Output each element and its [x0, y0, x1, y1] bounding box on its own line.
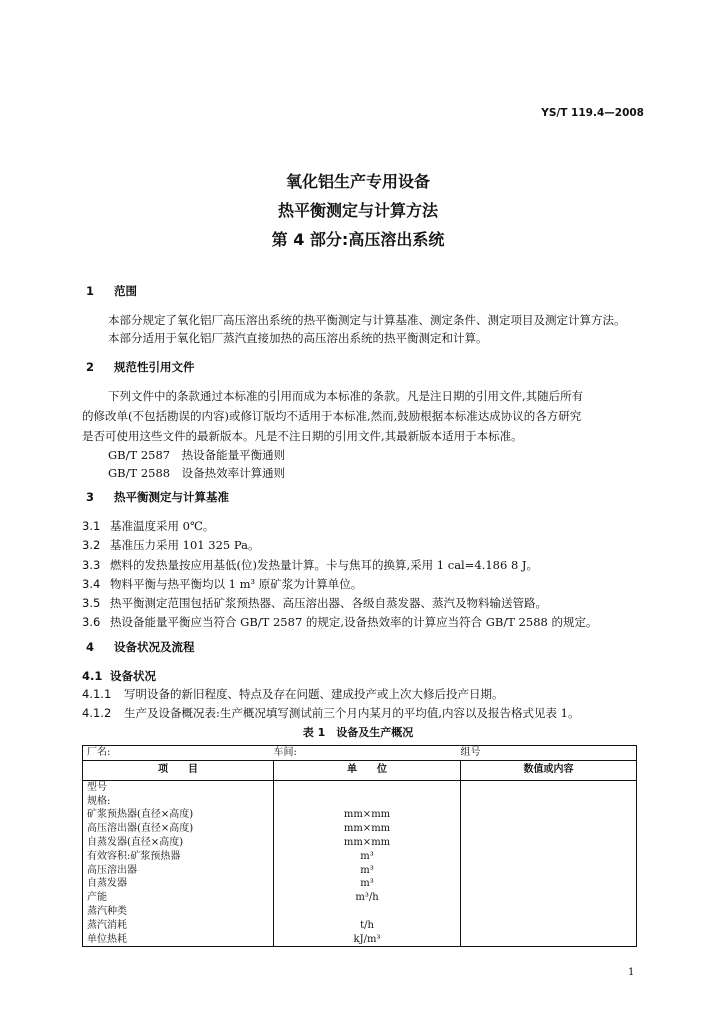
row-unit: mm×mm — [274, 808, 461, 822]
section-4-heading: 4 设备状况及流程 — [86, 640, 195, 654]
row-item: 自蒸发器 — [83, 877, 274, 891]
group-label: 组号 — [461, 746, 637, 761]
row-value — [461, 808, 637, 822]
row-value — [461, 891, 637, 905]
row-item: 蒸汽消耗 — [83, 919, 274, 933]
title-line-1: 氧化铝生产专用设备 — [285, 172, 430, 191]
row-value — [461, 905, 637, 919]
row-unit: kJ/m³ — [274, 933, 461, 947]
clause: 4.1.2 生产及设备概况表:生产概况填写测试前三个月内某月的平均值,内容以及报告格式见表 1。 — [82, 706, 580, 720]
row-unit: m³ — [274, 850, 461, 864]
column-header-value: 数值或内容 — [461, 760, 637, 780]
paragraph: 下列文件中的条款通过本标准的引用而成为本标准的条款。凡是注日期的引用文件,其随后所有 — [108, 389, 584, 403]
column-header-unit: 单 位 — [274, 760, 461, 780]
row-item: 蒸汽种类 — [83, 905, 274, 919]
table-row — [83, 919, 637, 933]
column-header-item: 项 目 — [83, 760, 274, 780]
clause: 4.1.1 写明设备的新旧程度、特点及存在问题、建成投产或上次大修后投产日期。 — [82, 687, 504, 701]
row-item: 产能 — [83, 891, 274, 905]
table-row — [83, 905, 637, 919]
row-unit — [274, 795, 461, 809]
table-row — [83, 795, 637, 809]
row-item: 规格: — [83, 795, 274, 809]
row-item: 矿浆预热器(直径×高度) — [83, 808, 274, 822]
clause: 3.5 热平衡测定范围包括矿浆预热器、高压溶出器、各级自蒸发器、蒸汽及物料输送管路。 — [82, 596, 547, 610]
section-1-heading: 1 范围 — [86, 284, 137, 298]
paragraph: 本部分规定了氧化铝厂高压溶出系统的热平衡测定与计算基准、测定条件、测定项目及测定计算方法。 — [108, 313, 626, 327]
table-meta-row — [83, 746, 637, 761]
title-line-2: 热平衡测定与计算方法 — [277, 201, 438, 220]
table-row — [83, 850, 637, 864]
section-2-heading: 2 规范性引用文件 — [86, 360, 195, 374]
row-item: 自蒸发器(直径×高度) — [83, 836, 274, 850]
table-row — [83, 891, 637, 905]
row-value — [461, 780, 637, 794]
row-unit: mm×mm — [274, 836, 461, 850]
row-unit — [274, 780, 461, 794]
row-unit: mm×mm — [274, 822, 461, 836]
row-value — [461, 836, 637, 850]
table-row — [83, 822, 637, 836]
section-4-1-heading: 4.1 设备状况 — [82, 669, 156, 683]
table-row — [83, 808, 637, 822]
equipment-table — [82, 745, 637, 947]
row-value — [461, 933, 637, 947]
table-row — [83, 864, 637, 878]
row-unit — [274, 905, 461, 919]
clause: 3.2 基准压力采用 101 325 Pa。 — [82, 538, 260, 552]
paragraph: 的修改单(不包括勘误的内容)或修订版均不适用于本标准,然而,鼓励根据本标准达成协议的各方研究 — [82, 409, 582, 423]
table-row — [83, 933, 637, 947]
row-unit: m³ — [274, 864, 461, 878]
row-unit: m³/h — [274, 891, 461, 905]
row-value — [461, 864, 637, 878]
table-header-row — [83, 760, 637, 780]
paragraph: 本部分适用于氧化铝厂蒸汽直接加热的高压溶出系统的热平衡测定和计算。 — [108, 331, 488, 345]
row-unit: t/h — [274, 919, 461, 933]
clause: 3.1 基准温度采用 0℃。 — [82, 519, 215, 533]
table-row — [83, 780, 637, 794]
paragraph: 是否可使用这些文件的最新版本。凡是不注日期的引用文件,其最新版本适用于本标准。 — [82, 429, 523, 443]
clause: 3.3 燃料的发热量按应用基低(位)发热量计算。卡与焦耳的换算,采用 1 cal=4.186 8 J。 — [82, 558, 539, 572]
workshop-label: 车间: — [274, 746, 461, 761]
table-row — [83, 836, 637, 850]
title-line-3: 第 4 部分:高压溶出系统 — [271, 230, 445, 249]
row-item: 高压溶出器(直径×高度) — [83, 822, 274, 836]
factory-label: 厂名: — [83, 746, 274, 761]
standard-number: YS/T 119.4—2008 — [541, 107, 644, 119]
row-item: 单位热耗 — [83, 933, 274, 947]
table-row — [83, 877, 637, 891]
table-caption: 表 1 设备及生产概况 — [302, 726, 414, 739]
row-value — [461, 877, 637, 891]
row-value — [461, 919, 637, 933]
section-3-heading: 3 热平衡测定与计算基准 — [86, 490, 229, 504]
row-value — [461, 822, 637, 836]
reference: GB/T 2587 热设备能量平衡通则 — [108, 448, 286, 462]
page-number: 1 — [628, 967, 635, 978]
row-value — [461, 850, 637, 864]
reference: GB/T 2588 设备热效率计算通则 — [108, 466, 286, 480]
clause: 3.4 物料平衡与热平衡均以 1 m³ 原矿浆为计算单位。 — [82, 577, 363, 591]
clause: 3.6 热设备能量平衡应当符合 GB/T 2587 的规定,设备热效率的计算应当符合 GB/T 2588 的规定。 — [82, 615, 598, 629]
row-value — [461, 795, 637, 809]
row-unit: m³ — [274, 877, 461, 891]
row-item: 有效容积:矿浆预热器 — [83, 850, 274, 864]
row-item: 高压溶出器 — [83, 864, 274, 878]
row-item: 型号 — [83, 780, 274, 794]
